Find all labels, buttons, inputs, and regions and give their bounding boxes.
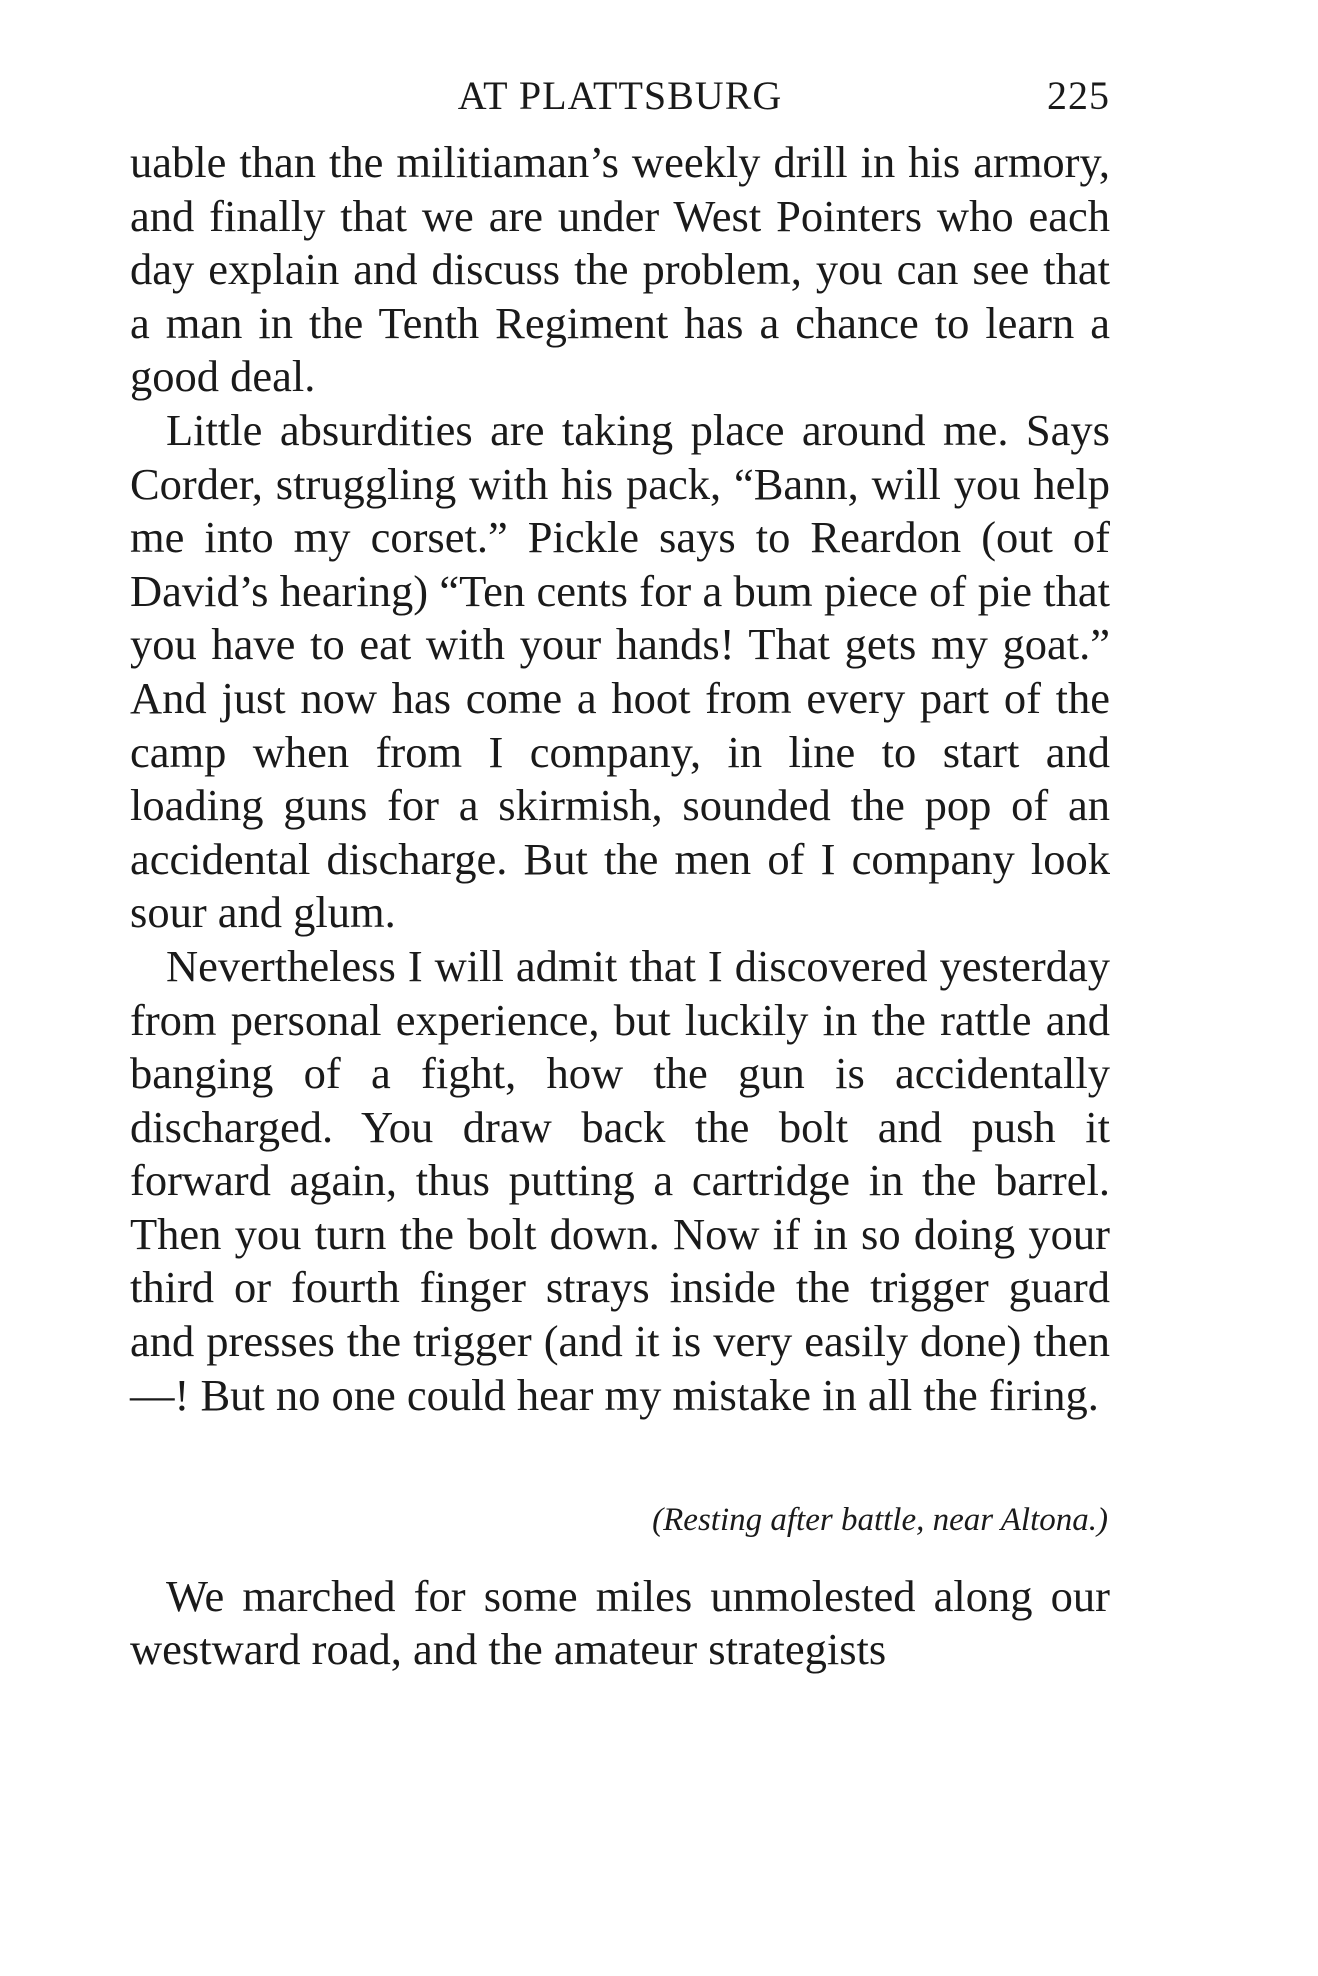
- body-text: [130, 136, 1110, 1677]
- paragraph-march: We marched for some miles unmolested along our westward road, and the amateur strategists: [130, 1570, 1110, 1675]
- running-head: [130, 70, 1110, 130]
- paragraph-absurdities: Little absurdities are taking place around me. Says Corder, struggling with his pack, “Bann, will you help me into my corset.” Pickle says to Reardon (out of David’s hearing) “Ten cents for a bum piece of pie that you have to eat with your hands! That gets my goat.” And just now has come a hoot from every part of the camp when from I company, in line to start and loading guns for a skirmish, sounded the pop of an accidental discharge. But the men of I company look sour and glum.: [130, 404, 1110, 938]
- paragraph-accidental-discharge: Nevertheless I will admit that I discovered yesterday from personal experience, but luckily in the rattle and banging of a fight, how the gun is accidentally discharged. You draw back the bolt and push it forward again, thus putting a cartridge in the barrel. Then you turn the bolt down. Now if in so doing your third or fourth finger strays inside the trigger guard and presses the trigger (and it is very easily done) then—! But no one could hear my mistake in all the firing.: [130, 940, 1110, 1420]
- page-number: 225: [1047, 73, 1110, 118]
- running-head-title: AT PLATTSBURG: [457, 73, 783, 118]
- book-page: [130, 70, 1110, 1950]
- paragraph-continuation: uable than the militiaman’s weekly drill in his armory, and finally that we are under West Pointers who each day explain and discuss the problem, you can see that a man in the Tenth Regiment has a chance to learn a good deal.: [130, 137, 1110, 402]
- date-line: (Resting after battle, near Altona.): [652, 1502, 1108, 1539]
